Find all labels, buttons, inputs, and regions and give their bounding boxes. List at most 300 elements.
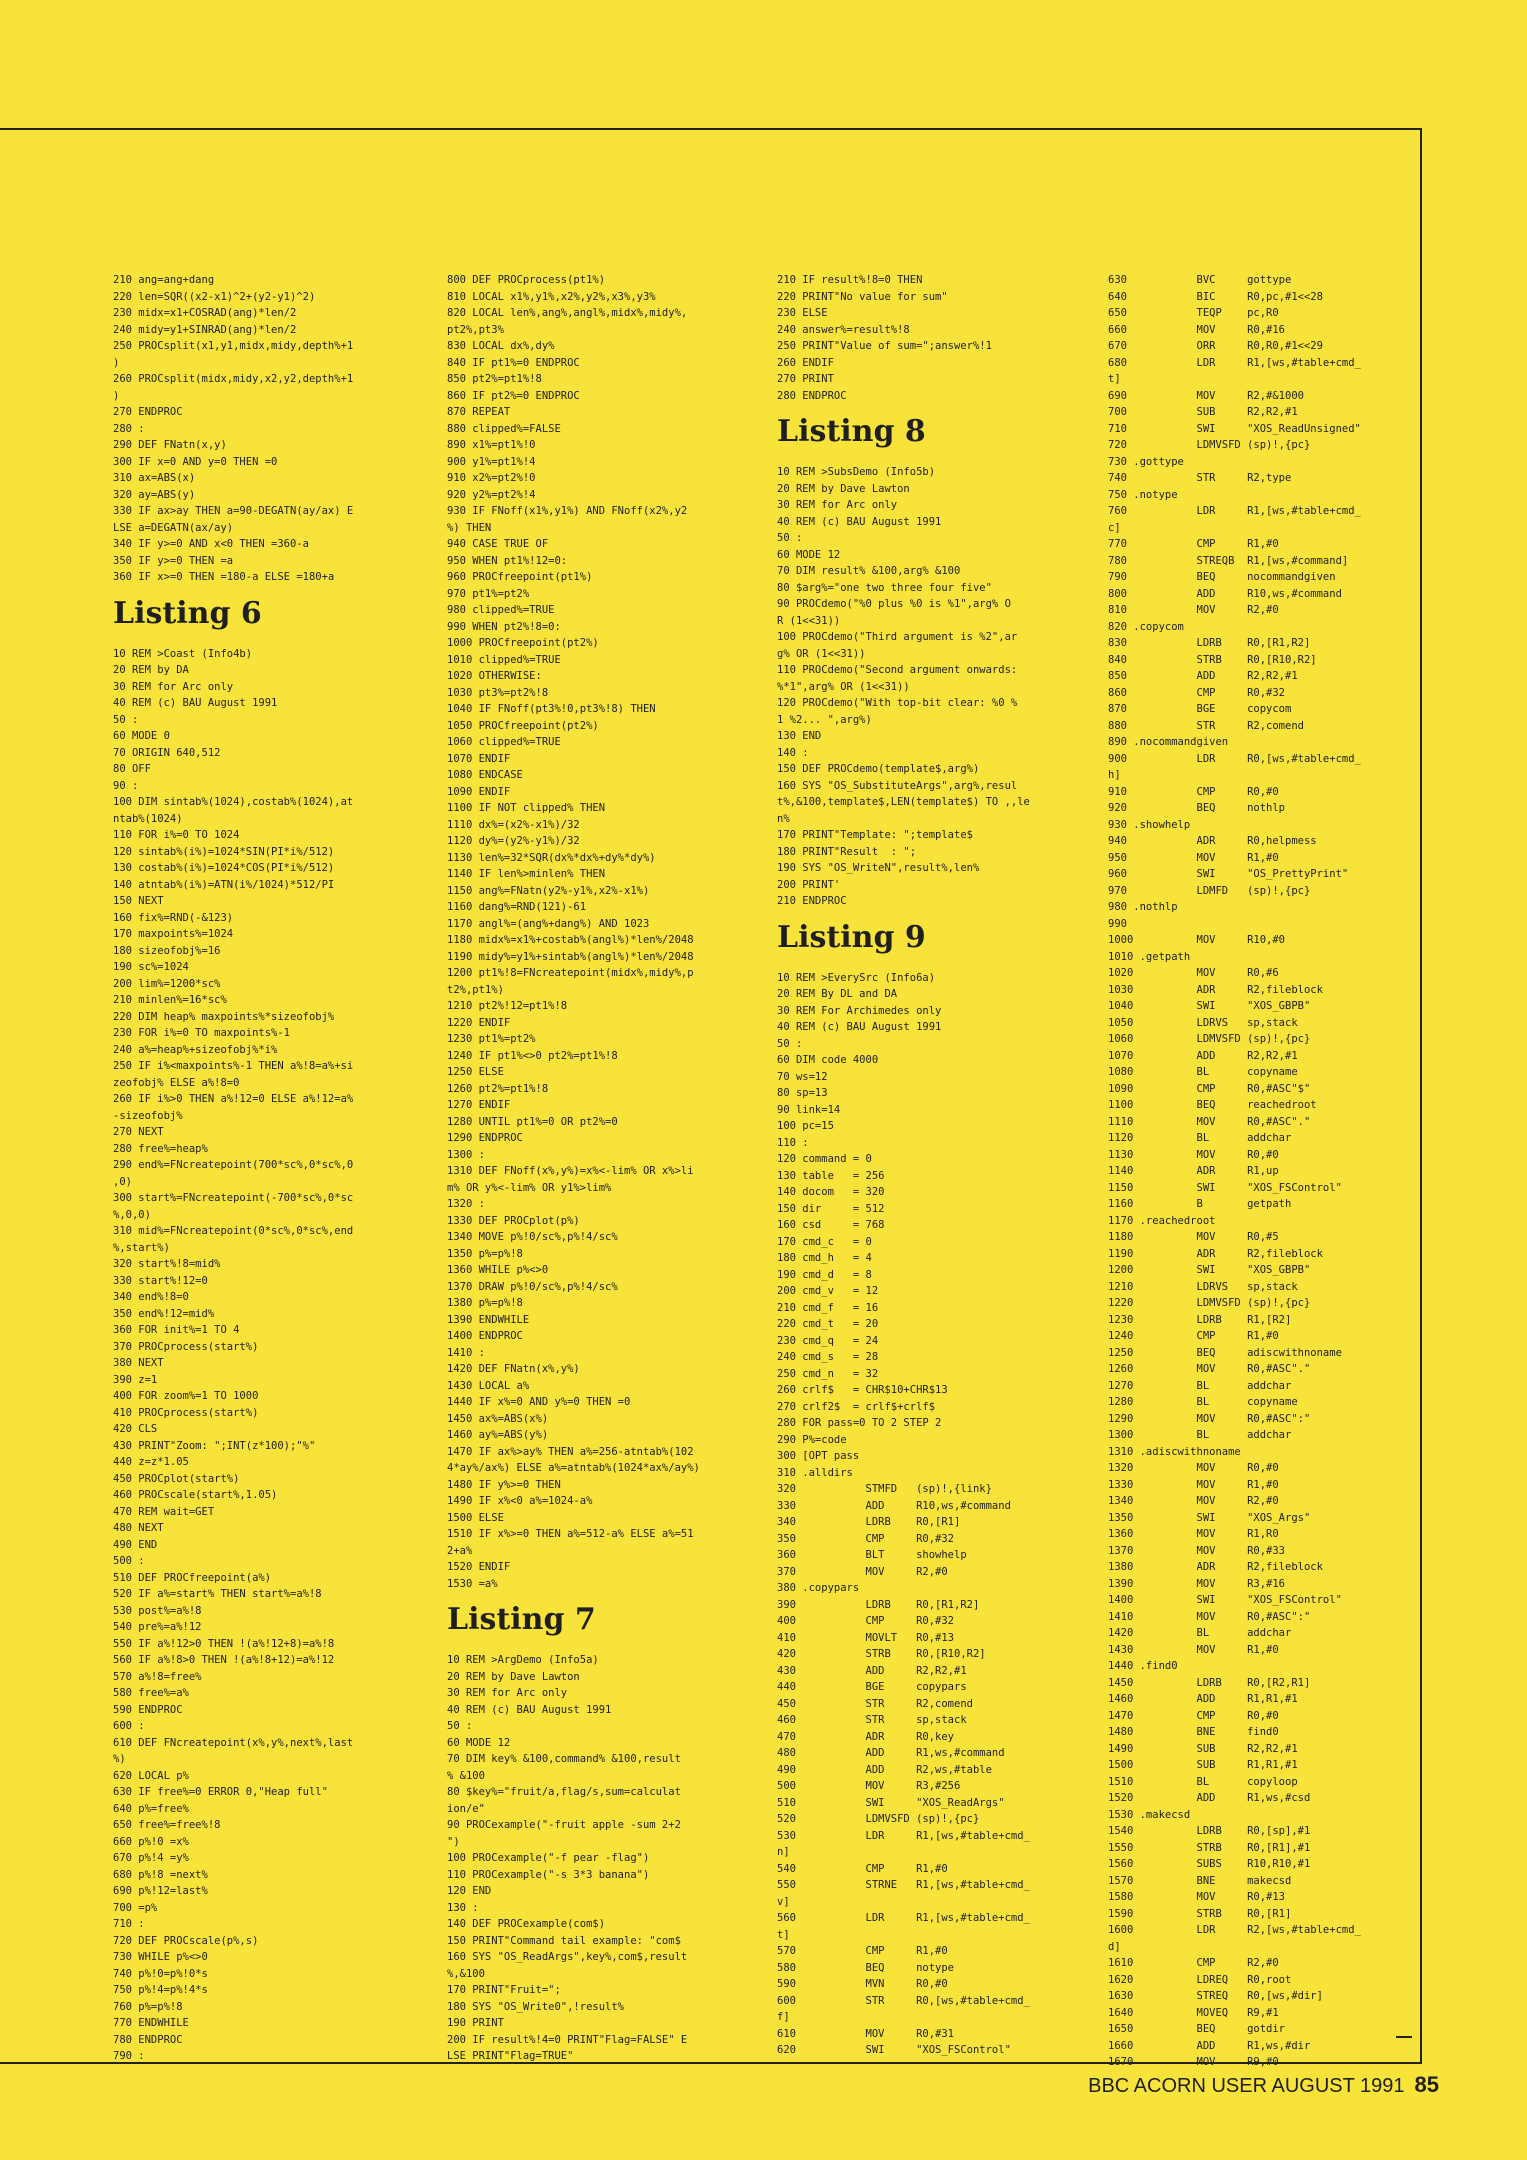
code-line: 100 DIM sintab%(1024),costab%(1024),at (113, 796, 354, 808)
code-line: 90 link=14 (777, 1103, 841, 1116)
code-line: 570 CMP R1,#0 (777, 1945, 948, 1957)
code-line: ) (113, 389, 120, 402)
code-line: 990 WHEN pt2%!8=0: (447, 620, 561, 633)
code-line: 1340 MOVE p%!0/sc%,p%!4/sc% (447, 1231, 618, 1243)
code-line: 740 STR R2,type (1108, 472, 1292, 484)
code-line: 320 start%!8=mid% (113, 1258, 221, 1270)
code-line: 1430 LOCAL a% (447, 1379, 530, 1392)
code-line: 110 PROCdemo("Second argument onwards: (777, 664, 1018, 676)
code-line: 1410 : (447, 1346, 485, 1359)
code-line: 720 LDMVSFD (sp)!,{pc} (1108, 439, 1311, 451)
code-line: 260 PROCsplit(midx,midy,x2,y2,depth%+1 (113, 373, 354, 385)
code-line: 410 PROCprocess(start%) (113, 1406, 259, 1419)
code-line: 1390 ENDWHILE (447, 1313, 530, 1326)
code-line: 350 IF y>=0 THEN =a (113, 554, 234, 567)
code-line: 1500 SUB R1,R1,#1 (1108, 1759, 1298, 1771)
code-line: 1200 pt1%!8=FNcreatepoint(midx%,midy%,p (447, 967, 694, 979)
code-line: 230 cmd_q = 24 (777, 1334, 879, 1347)
code-line: 560 IF a%!8>0 THEN !(a%!8+12)=a%!12 (113, 1654, 335, 1666)
code-line: 30 REM for Arc only (113, 680, 234, 693)
code-line: 1610 CMP R2,#0 (1108, 1957, 1279, 1969)
code-line: 1360 WHILE p%<>0 (447, 1264, 549, 1276)
code-line: 130 table = 256 (777, 1169, 885, 1182)
code-line: 220 PRINT"No value for sum" (777, 290, 948, 303)
code-line: 180 cmd_h = 4 (777, 1252, 872, 1264)
code-line: %*1",arg% OR (1<<31)) (777, 680, 910, 693)
code-line: 590 MVN R0,#0 (777, 1978, 948, 1990)
code-line: 1080 BL copyname (1108, 1066, 1298, 1078)
code-line: 30 REM for Arc only (777, 499, 898, 511)
code-line: 340 end%!8=0 (113, 1291, 189, 1303)
code-line: 1130 len%=32*SQR(dx%*dx%+dy%*dy%) (447, 851, 656, 864)
code-line: 1300 BL addchar (1108, 1429, 1292, 1441)
code-line: 590 ENDPROC (113, 1703, 183, 1716)
code-line: 700 =p% (113, 1901, 158, 1914)
code-line: 390 z=1 (113, 1373, 158, 1386)
code-line: 890 x1%=pt1%!0 (447, 439, 536, 451)
code-line: 1110 dx%=(x2%-x1%)/32 (447, 818, 580, 831)
code-line: t2%,pt1%) (447, 983, 504, 996)
code-line: 280 ENDPROC (777, 389, 847, 402)
code-line: 1150 SWI "XOS_FSControl" (1108, 1181, 1342, 1194)
code-line: 330 start%!12=0 (113, 1274, 208, 1287)
code-line: 70 ORIGIN 640,512 (113, 746, 221, 759)
code-line: 160 csd = 768 (777, 1219, 885, 1231)
code-line: LSE PRINT"Flag=TRUE" (447, 2050, 574, 2062)
code-line: 690 MOV R2,#&1000 (1108, 389, 1304, 402)
code-line: 360 BLT showhelp (777, 1549, 967, 1561)
code-line: 180 SYS "OS_Write0",!result% (447, 2000, 625, 2013)
code-line: 820 LOCAL len%,ang%,angl%,midx%,midy%, (447, 307, 688, 319)
code-line: 750 .notype (1108, 488, 1178, 501)
code-line: 1450 LDRB R0,[R2,R1] (1108, 1676, 1311, 1689)
code-line: 220 DIM heap% maxpoints%*sizeofobj% (113, 1010, 335, 1023)
code-line: 710 SWI "XOS_ReadUnsigned" (1108, 422, 1361, 435)
code-line: 280 FOR pass=0 TO 2 STEP 2 (777, 1417, 942, 1429)
code-line: 520 IF a%=start% THEN start%=a%!8 (113, 1588, 322, 1600)
code-line: 230 FOR i%=0 TO maxpoints%-1 (113, 1027, 291, 1039)
code-line: 100 PROCdemo("Third argument is %2",ar (777, 631, 1018, 643)
code-line: 1510 IF x%>=0 THEN a%=512-a% ELSE a%=51 (447, 1528, 694, 1540)
code-line: 990 (1108, 917, 1127, 930)
code-line: 1370 DRAW p%!0/sc%,p%!4/sc% (447, 1280, 618, 1293)
code-line: %,0,0) (113, 1208, 151, 1221)
code-line: 420 CLS (113, 1423, 158, 1435)
code-line: 950 WHEN pt1%!12=0: (447, 554, 568, 567)
code-line: 1060 clipped%=TRUE (447, 736, 561, 748)
code-line: 120 sintab%(i%)=1024*SIN(PI*i%/512) (113, 845, 335, 858)
code-line: 80 $arg%="one two three four five" (777, 581, 992, 594)
code-line: 320 STMFD (sp)!,{link} (777, 1483, 992, 1495)
code-line: 1620 LDREQ R0,root (1108, 1973, 1292, 1986)
code-line: 1550 STRB R0,[R1],#1 (1108, 1841, 1311, 1854)
code-line: % &100 (447, 1769, 485, 1782)
code-line: 1520 ENDIF (447, 1561, 511, 1573)
code-line: 1310 .adiscwithnoname (1108, 1445, 1241, 1458)
code-line: 780 ENDPROC (113, 2033, 183, 2046)
code-line: 910 CMP R0,#0 (1108, 785, 1279, 798)
code-line: 160 SYS "OS_ReadArgs",key%,com$,result (447, 1951, 688, 1963)
code-line: pt2%,pt3% (447, 323, 504, 336)
code-line: 920 y2%=pt2%!4 (447, 488, 536, 501)
code-line: 1010 clipped%=TRUE (447, 653, 561, 666)
code-line: 250 PROCsplit(x1,y1,midx,midy,depth%+1 (113, 340, 354, 352)
code-line: 600 : (113, 1720, 145, 1732)
code-line: 1360 MOV R1,R0 (1108, 1528, 1279, 1540)
code-line: 380 .copypars (777, 1582, 860, 1594)
code-line: 190 sc%=1024 (113, 961, 189, 973)
code-line: 1350 SWI "XOS_Args" (1108, 1511, 1311, 1524)
code-line: 1420 DEF FNatn(x%,y%) (447, 1363, 580, 1375)
code-line: n] (777, 1846, 790, 1858)
code-line: 350 CMP R0,#32 (777, 1532, 955, 1545)
code-line: 90 PROCexample("-fruit apple -sum 2+2 (447, 1819, 681, 1831)
code-line: 1320 : (447, 1198, 485, 1210)
code-line: 1580 MOV R0,#13 (1108, 1891, 1286, 1903)
code-line: 40 REM (c) BAU August 1991 (777, 515, 942, 528)
code-block (447, 1652, 775, 2065)
code-line: 620 LOCAL p% (113, 1769, 189, 1782)
code-line: 460 STR sp,stack (777, 1714, 967, 1726)
code-line: %,&100 (447, 1967, 485, 1980)
code-line: 140 : (777, 746, 809, 759)
code-line: 1500 ELSE (447, 1511, 504, 1524)
code-line: LSE a=DEGATN(ax/ay) (113, 521, 234, 534)
code-line: 280 free%=heap% (113, 1142, 208, 1155)
code-line: 1180 midx%=x1%+costab%(angl%)*len%/2048 (447, 934, 694, 946)
code-line: 360 IF x>=0 THEN =180-a ELSE =180+a (113, 571, 335, 583)
listing-heading: Listing 8 (777, 414, 926, 449)
code-line: 1060 LDMVSFD (sp)!,{pc} (1108, 1033, 1311, 1045)
code-line: d] (1108, 1940, 1121, 1953)
code-line: 900 y1%=pt1%!4 (447, 455, 536, 468)
code-line: 690 p%!12=last% (113, 1885, 208, 1897)
code-line: 800 ADD R10,ws,#command (1108, 587, 1342, 600)
code-line: 370 MOV R2,#0 (777, 1565, 948, 1578)
code-line: 1170 .reachedroot (1108, 1214, 1216, 1227)
code-line: 1040 SWI "XOS_GBPB" (1108, 1000, 1311, 1012)
code-line: 1160 B getpath (1108, 1198, 1292, 1210)
code-line: 1330 DEF PROCplot(p%) (447, 1214, 580, 1227)
code-line: 1020 OTHERWISE: (447, 670, 542, 682)
code-line: 130 : (447, 1901, 479, 1914)
code-line: 310 mid%=FNcreatepoint(0*sc%,0*sc%,end (113, 1225, 354, 1237)
code-line: 1510 BL copyloop (1108, 1775, 1298, 1788)
code-line: ) (113, 356, 120, 369)
code-line: 620 SWI "XOS_FSControl" (777, 2044, 1011, 2056)
code-line: 1220 LDMVSFD (sp)!,{pc} (1108, 1297, 1311, 1309)
code-line: 1340 MOV R2,#0 (1108, 1495, 1279, 1507)
code-line: 970 LDMFD (sp)!,{pc} (1108, 884, 1311, 897)
code-line: 490 END (113, 1538, 158, 1551)
code-line: 200 IF result%!4=0 PRINT"Flag=FALSE" E (447, 2033, 688, 2046)
code-line: 1120 BL addchar (1108, 1132, 1292, 1144)
code-line: 40 REM (c) BAU August 1991 (447, 1703, 612, 1716)
code-line: 390 LDRB R0,[R1,R2] (777, 1598, 980, 1611)
code-line: 1020 MOV R0,#6 (1108, 967, 1279, 979)
code-line: 1080 ENDCASE (447, 769, 523, 781)
code-line: 450 PROCplot(start%) (113, 1472, 240, 1485)
code-line: 520 LDMVSFD (sp)!,{pc} (777, 1813, 980, 1825)
code-line: 180 PRINT"Result : "; (777, 845, 917, 858)
code-line: 820 .copycom (1108, 620, 1184, 633)
column-4 (1108, 272, 1408, 2071)
code-line: 110 PROCexample("-s 3*3 banana") (447, 1868, 650, 1881)
code-line: 120 PROCdemo("With top-bit clear: %0 % (777, 697, 1018, 709)
code-line: 420 STRB R0,[R10,R2] (777, 1648, 986, 1660)
code-line: 230 ELSE (777, 307, 828, 319)
code-line: 360 FOR init%=1 TO 4 (113, 1324, 240, 1336)
code-line: 1490 IF x%<0 a%=1024-a% (447, 1495, 593, 1507)
code-line: 30 REM for Arc only (447, 1687, 568, 1699)
code-block (447, 272, 775, 1592)
code-line: 260 ENDIF (777, 356, 834, 369)
code-line: 1540 LDRB R0,[sp],#1 (1108, 1825, 1311, 1837)
code-line: 1400 SWI "XOS_FSControl" (1108, 1594, 1342, 1606)
code-line: 160 SYS "OS_SubstituteArgs",arg%,resul (777, 779, 1018, 792)
listing-heading: Listing 9 (777, 919, 926, 955)
code-line: 980 .nothlp (1108, 901, 1178, 913)
code-line: 150 DEF PROCdemo(template$,arg%) (777, 763, 980, 775)
code-line: 1190 ADR R2,fileblock (1108, 1247, 1323, 1260)
code-line: 340 IF y>=0 AND x<0 THEN =360-a (113, 538, 309, 550)
code-line: 1290 ENDPROC (447, 1132, 523, 1144)
code-line: 300 [OPT pass (777, 1450, 860, 1462)
code-line: 480 ADD R1,ws,#command (777, 1747, 1005, 1759)
code-line: 250 cmd_n = 32 (777, 1367, 879, 1380)
code-line: 770 CMP R1,#0 (1108, 538, 1279, 550)
code-line: 1240 IF pt1%<>0 pt2%=pt1%!8 (447, 1049, 618, 1062)
code-line: h] (1108, 769, 1121, 781)
code-line: 210 ENDPROC (777, 895, 847, 907)
code-line: 200 cmd_v = 12 (777, 1285, 879, 1297)
code-line: 50 : (113, 713, 139, 726)
code-line: 510 SWI "XOS_ReadArgs" (777, 1796, 1005, 1809)
code-line: 580 BEQ notype (777, 1961, 955, 1974)
code-line: 70 DIM result% &100,arg% &100 (777, 565, 961, 577)
code-line: 230 midx=x1+COSRAD(ang)*len/2 (113, 307, 297, 319)
code-line: 80 $key%="fruit/a,flag/s,sum=calculat (447, 1786, 681, 1798)
code-line: 1050 PROCfreepoint(pt2%) (447, 719, 599, 732)
code-line: -sizeofobj% (113, 1109, 183, 1122)
code-line: 1000 PROCfreepoint(pt2%) (447, 637, 599, 649)
code-line: 270 NEXT (113, 1126, 164, 1138)
code-line: 270 ENDPROC (113, 406, 183, 418)
code-line: 830 LDRB R0,[R1,R2] (1108, 637, 1311, 649)
code-line: 1030 pt3%=pt2%!8 (447, 686, 549, 699)
code-line: 1150 ang%=FNatn(y2%-y1%,x2%-x1%) (447, 884, 650, 897)
code-line: 1310 DEF FNoff(x%,y%)=x%<-lim% OR x%>li (447, 1165, 694, 1177)
code-line: 80 OFF (113, 763, 151, 775)
code-line: 680 LDR R1,[ws,#table+cmd_ (1108, 356, 1361, 369)
code-line: 800 DEF PROCprocess(pt1%) (447, 274, 606, 286)
code-line: 1300 : (447, 1148, 485, 1161)
code-line: 260 IF i%>0 THEN a%!12=0 ELSE a%!12=a% (113, 1093, 354, 1105)
code-line: 1160 dang%=RND(121)-61 (447, 901, 587, 913)
code-line: 240 midy=y1+SINRAD(ang)*len/2 (113, 323, 297, 336)
code-line: 730 .gottype (1108, 455, 1184, 468)
code-line: 400 CMP R0,#32 (777, 1615, 955, 1627)
code-line: 310 .alldirs (777, 1466, 853, 1479)
code-line: 1630 STREQ R0,[ws,#dir] (1108, 1990, 1323, 2002)
code-line: 1090 ENDIF (447, 785, 511, 798)
code-line: 1030 ADR R2,fileblock (1108, 983, 1323, 996)
code-line: 1660 ADD R1,ws,#dir (1108, 2039, 1311, 2052)
code-line: 1390 MOV R3,#16 (1108, 1577, 1286, 1590)
code-line: 1530 .makecsd (1108, 1808, 1191, 1821)
code-line: 140 atntab%(i%)=ATN(i%/1024)*512/PI (113, 878, 335, 891)
code-line: 70 ws=12 (777, 1070, 828, 1083)
code-line: 1090 CMP R0,#ASC"$" (1108, 1082, 1311, 1095)
code-line: 10 REM >Coast (Info4b) (113, 647, 253, 660)
code-line: 980 clipped%=TRUE (447, 604, 555, 616)
code-line: 1440 IF x%=0 AND y%=0 THEN =0 (447, 1396, 631, 1408)
code-line: 1350 p%=p%!8 (447, 1247, 523, 1260)
code-line: 1520 ADD R1,ws,#csd (1108, 1792, 1311, 1804)
code-line: 450 STR R2,comend (777, 1697, 973, 1710)
code-line: 1140 IF len%>minlen% THEN (447, 868, 606, 880)
code-line: g% OR (1<<31)) (777, 647, 866, 660)
code-line: 50 : (447, 1720, 473, 1732)
code-line: 560 LDR R1,[ws,#table+cmd_ (777, 1912, 1030, 1924)
code-line: 10 REM >SubsDemo (Info5b) (777, 466, 936, 478)
column-2 (447, 272, 775, 2065)
code-line: 1050 LDRVS sp,stack (1108, 1016, 1298, 1029)
code-line: 4*ay%/ax%) ELSE a%=atntab%(1024*ax%/ay%) (447, 1462, 700, 1474)
code-line: 210 cmd_f = 16 (777, 1301, 879, 1314)
code-line: 1470 IF ax%>ay% THEN a%=256-atntab%(102 (447, 1445, 694, 1458)
code-line: 60 DIM code 4000 (777, 1054, 879, 1066)
code-line: 660 MOV R0,#16 (1108, 323, 1286, 336)
code-line: 1530 =a% (447, 1577, 498, 1590)
code-line: 1330 MOV R1,#0 (1108, 1478, 1279, 1491)
code-line: 610 MOV R0,#31 (777, 2027, 955, 2040)
code-line: 1100 IF NOT clipped% THEN (447, 802, 606, 814)
code-line: 200 PRINT' (777, 878, 841, 891)
code-line: 1040 IF FNoff(pt3%!0,pt3%!8) THEN (447, 703, 656, 715)
code-block (777, 464, 1107, 910)
code-line: f] (777, 2011, 790, 2023)
code-line: 330 ADD R10,ws,#command (777, 1499, 1011, 1512)
code-line: 860 IF pt2%=0 ENDPROC (447, 389, 580, 402)
code-line: 1570 BNE makecsd (1108, 1874, 1292, 1887)
code-line: 1130 MOV R0,#0 (1108, 1148, 1279, 1161)
code-line: 340 LDRB R0,[R1] (777, 1516, 961, 1528)
code-line: 1070 ADD R2,R2,#1 (1108, 1049, 1298, 1062)
column-3 (777, 272, 1107, 2059)
code-line: 1120 dy%=(y2%-y1%)/32 (447, 835, 580, 847)
code-line: 780 STREQB R1,[ws,#command] (1108, 554, 1349, 567)
code-line: 730 WHILE p%<>0 (113, 1951, 208, 1963)
code-line: 410 MOVLT R0,#13 (777, 1631, 955, 1644)
code-line: 840 IF pt1%=0 ENDPROC (447, 356, 580, 369)
code-line: %,start%) (113, 1241, 170, 1254)
code-line: 640 BIC R0,pc,#1<<28 (1108, 290, 1323, 303)
code-line: 1170 angl%=(ang%+dang%) AND 1023 (447, 917, 650, 930)
code-line: 150 PRINT"Command tail example: "com$ (447, 1934, 681, 1947)
code-line: 790 : (113, 2050, 145, 2062)
code-line: 1400 ENDPROC (447, 1330, 523, 1342)
code-line: 20 REM by Dave Lawton (447, 1670, 580, 1683)
code-line: 1240 CMP R1,#0 (1108, 1330, 1279, 1342)
code-line: 870 REPEAT (447, 406, 511, 418)
code-line: 530 post%=a%!8 (113, 1604, 202, 1617)
code-line: 270 PRINT (777, 373, 834, 385)
code-line: 940 ADR R0,helpmess (1108, 835, 1317, 847)
code-line: 600 STR R0,[ws,#table+cmd_ (777, 1994, 1030, 2007)
code-line: 1440 .find0 (1108, 1660, 1178, 1672)
code-line: v] (777, 1895, 790, 1908)
code-line: 40 REM (c) BAU August 1991 (113, 697, 278, 709)
code-line: 140 docom = 320 (777, 1186, 885, 1198)
code-line: 490 ADD R2,ws,#table (777, 1763, 992, 1776)
code-line: 940 CASE TRUE OF (447, 538, 549, 550)
code-line: 140 DEF PROCexample(com$) (447, 1918, 606, 1930)
code-line: 1290 MOV R0,#ASC":" (1108, 1412, 1311, 1425)
code-line: 90 PROCdemo("%0 plus %0 is %1",arg% O (777, 598, 1011, 610)
magazine-title: BBC ACORN USER AUGUST 1991 (1088, 2075, 1405, 2097)
code-line: 20 REM by DA (113, 664, 189, 676)
code-line: t] (777, 1928, 790, 1941)
code-line: 760 LDR R1,[ws,#table+cmd_ (1108, 505, 1361, 517)
code-line: 1260 pt2%=pt1%!8 (447, 1082, 549, 1095)
code-line: 1210 pt2%!12=pt1%!8 (447, 1000, 568, 1012)
code-line: 180 sizeofobj%=16 (113, 944, 221, 957)
code-line: 810 LOCAL x1%,y1%,x2%,y2%,x3%,y3% (447, 290, 656, 303)
code-line: 210 IF result%!8=0 THEN (777, 274, 923, 286)
code-line: 250 PRINT"Value of sum=";answer%!1 (777, 340, 992, 352)
code-line: 1230 pt1%=pt2% (447, 1033, 536, 1045)
code-line: 930 IF FNoff(x1%,y1%) AND FNoff(x2%,y2 (447, 505, 688, 517)
code-line: 250 IF i%<maxpoints%-1 THEN a%!8=a%+si (113, 1060, 354, 1072)
code-line: 1600 LDR R2,[ws,#table+cmd_ (1108, 1924, 1361, 1936)
code-line: 810 MOV R2,#0 (1108, 604, 1279, 616)
code-line: 740 p%!0=p%!0*s (113, 1967, 208, 1980)
code-line: 500 MOV R3,#256 (777, 1780, 961, 1792)
code-line: t] (1108, 373, 1121, 385)
code-line: 970 pt1%=pt2% (447, 587, 530, 600)
code-line: 440 z=z*1.05 (113, 1456, 189, 1468)
code-line: 160 fix%=RND(-&123) (113, 911, 234, 924)
code-line: 220 len=SQR((x2-x1)^2+(y2-y1)^2) (113, 290, 316, 303)
code-line: 150 dir = 512 (777, 1202, 885, 1215)
code-line: 770 ENDWHILE (113, 2017, 189, 2029)
code-line: 550 IF a%!12>0 THEN !(a%!12+8)=a%!8 (113, 1637, 335, 1650)
code-line: 190 SYS "OS_WriteN",result%,len% (777, 862, 980, 874)
code-line: 210 ang=ang+dang (113, 274, 215, 286)
code-line: 270 crlf2$ = crlf$+crlf$ (777, 1400, 936, 1413)
code-line: 1380 ADR R2,fileblock (1108, 1561, 1323, 1573)
code-line: 1420 BL addchar (1108, 1627, 1292, 1639)
code-line: 1460 ay%=ABS(y%) (447, 1429, 549, 1441)
code-line: 310 ax=ABS(x) (113, 472, 196, 484)
code-line: 210 minlen%=16*sc% (113, 994, 227, 1006)
code-line: 1220 ENDIF (447, 1016, 511, 1029)
code-line: 900 LDR R0,[ws,#table+cmd_ (1108, 752, 1361, 765)
code-line: 1430 MOV R1,#0 (1108, 1643, 1279, 1656)
code-line: 880 STR R2,comend (1108, 719, 1304, 732)
code-line: 240 cmd_s = 28 (777, 1351, 879, 1363)
code-line: 120 END (447, 1885, 492, 1897)
code-line: 1000 MOV R10,#0 (1108, 934, 1286, 946)
code-line: 950 MOV R1,#0 (1108, 851, 1279, 864)
code-line: 1320 MOV R0,#0 (1108, 1462, 1279, 1474)
code-line: 370 PROCprocess(start%) (113, 1340, 259, 1353)
code-line: 480 NEXT (113, 1522, 164, 1534)
code-line: %) THEN (447, 521, 492, 534)
code-line: 580 free%=a% (113, 1687, 189, 1699)
code-line: 300 IF x=0 AND y=0 THEN =0 (113, 455, 278, 468)
